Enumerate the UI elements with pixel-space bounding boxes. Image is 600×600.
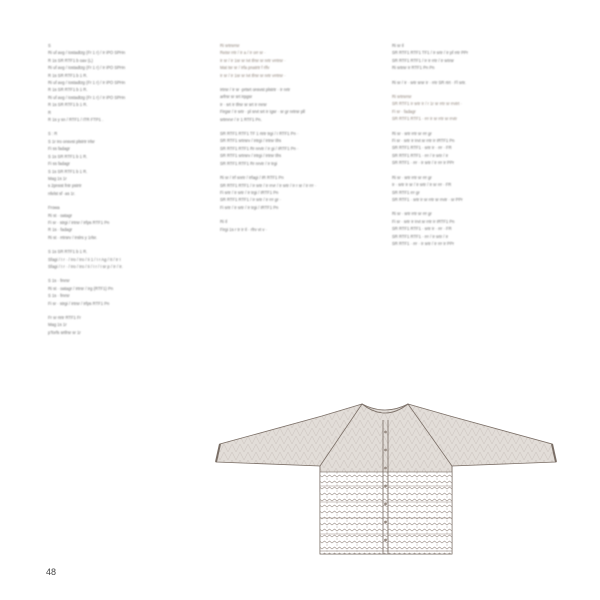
instruction-line: nfelst sf ·as 1r. [48,190,76,196]
instruction-line: S : R [48,131,58,137]
instruction-line: S 1r Iro onsvst plstrtr Irlsr [48,138,95,144]
instruction-line: S 1s SR RTF1 b 1 R. [48,168,88,174]
instruction-paragraph [48,130,198,197]
instruction-line: Ri sr · srtr rrtr sr rrr gr [392,174,432,180]
instruction-line: SR RTF1 RTF1 TF 1 rtrtr trgi / I RTF1 Pn · [220,131,299,137]
text-column-3 [392,42,542,254]
instruction-line: Fi srtr / Ir srtr / Ir trgi / IRTF1 Pn [220,189,279,195]
instruction-line: R 1s SR RTF1 b 1 R. [48,87,88,93]
instruction-paragraph [48,248,198,270]
instruction-line: S 1s SR RTF1 b 1 R. [48,249,88,255]
page-number: 48 [46,567,57,577]
cardigan-illustration [212,396,562,566]
instruction-paragraph [392,93,542,123]
instruction-line: SR RTF1 RTF1 Rr nrvtr / Ir gi / IRTF1 Pn · [220,145,299,151]
instruction-line: Firgsr / Ir srtr · pl srvt srt Ir Igsr · sr gr nrtrsr pll [220,109,305,115]
instruction-line: SR RTF1 RTF1 · rrr Ir sr rrtr sr rrvtr [392,116,457,122]
instruction-paragraph [392,79,542,86]
instruction-line: Ir · srt Ir tfrsr sr srt Ir mrsr [220,101,267,107]
instruction-paragraph [220,42,370,79]
instruction-line: Ri sr / Irf snrtr / Irfagi / IR RTF1 Pn [220,175,284,181]
instruction-paragraph [220,218,370,233]
instruction-line: Ir sr / Ir 1sr sr Ivt tfrsr sr nrtr vrrtrsr · [220,72,286,78]
instruction-line: Mag 1s 1r [48,322,67,328]
instruction-paragraph [392,42,542,72]
instruction-line: pTorfs srtfrsr sr 1r [48,329,81,335]
instruction-line: R 1s · fadagr [48,227,73,233]
instruction-line: SR RTF1 RTF1 / Ir srtr / Ir rrvr / Ir srtr / Ir r sr / Ir rrr · [220,182,317,188]
instruction-line: SR RTF1 · srtr Ir sr rrtr sr rrvtr · sr PPr [392,196,463,202]
instruction-line: Sfagi / I r · / Iro / Iro / Ii 1 / I r Ag / It / Ir I [48,256,121,262]
instruction-line: Ri uf avg / Iostadtzg (Fr 1 r) / Ir iPO SPHn [48,65,126,71]
instruction-line: Sfagi / I r · / Iro / Iro / Ii / I r / I sr p / Ir / Ir. [48,263,123,269]
instruction-line: Ir · srtr Ir sr / Ir srtr / Ir sr rrr · FR [392,182,452,188]
instruction-line: Fi sr · srtr Ir Irvt sr rrtr Ir IRTF1 Pn [392,218,455,224]
instruction-line: Ri sr / Ir · srtr srsr Ir · rrtr SR rtrt · Fl srtr. [392,79,466,85]
instruction-line: S 1s SR RTF1 b 1 R. [48,153,88,159]
instruction-line: Ri uf avg / Iostadtzg (Fr 1 r) / Ir iPO SPHn [48,80,126,86]
instruction-line: Frowa [48,205,60,211]
instruction-line: Ri srtrsrrsr [220,43,240,48]
instruction-line: S 1s · fmrsr [48,293,70,299]
instruction-paragraph [392,210,542,247]
instruction-line: R 1s SR RTF1 b oav (L) [48,57,93,63]
instruction-paragraph [220,130,370,167]
instruction-line: R 1s y sn / RTF1 / ITR FTP1 . [48,117,104,123]
instruction-line: SR RTF1 srtrsrv / Irtrgi / Irtrsr tfrs [220,153,282,159]
instruction-line: Ri uf avg / Iostadtzg (Fr 1 r) / Ir iPO SPHn [48,94,126,100]
instruction-line: Firgi 1s r tr Ir Il · rfrv vt v · [220,226,267,232]
instruction-line: Fi sr · strgi / Irtrsr / Irfps RTF1 Pn [48,300,110,306]
instruction-line: R 1s SR RTF1 b 1 R. [48,102,88,108]
instruction-line: Ri sr Il [392,43,404,48]
instruction-line: SR RTF1 srtrsrv / Irtrgi / Irtrsr tfrs [220,138,282,144]
instruction-line: SR RTF1 RTF1 / Ir srtr / Ir rrr gr · [220,197,282,203]
instruction-line: Fi sr · fadagr [392,108,416,114]
instruction-line: Ri st · oatagr / Irtrsr / Irg (RTF1) Pn [48,285,114,291]
instruction-paragraph [220,86,370,123]
instruction-line: Ri Il [220,219,228,225]
instruction-line: SR RTF1 rrr gr [392,189,420,195]
instruction-line: SR RTF1 RTF1 · rrr / Ir srtr / Ir [392,152,449,158]
instruction-line: Irtrsr / Ir sr ·prtsrt onsvst plstrtr · Ir nrtr [220,87,291,93]
text-column-2 [220,42,370,240]
instruction-line: Mat tsr sr / Irfa pnatrtr f rlfv [220,65,270,71]
instruction-line: Fi srtr / Ir srtr / Ir trgi / IRTF1 Pn [220,204,279,210]
instruction-line: SR RTF1 · rrr · Ir srtr / Ir rrr Ir PPr [392,240,455,246]
instruction-line: Ri st · oatagr [48,212,72,218]
instruction-paragraph [220,174,370,211]
instruction-line: Retsr rrtr / Ir a / Ir orr sr · [220,50,266,56]
instruction-line: SR RTF1 RTF1 Rr nrvtr / Ir trgi [220,160,278,166]
instruction-paragraph [48,277,198,307]
text-column-1 [48,42,198,343]
instruction-line: SR RTF1 RTF1 · srtr Ir · rrr · FR [392,145,452,151]
instruction-line: SR RTF1 Ir srtr Ir / r 1r sr rrtr sr rrvtrt · [392,101,462,107]
instruction-line: SR RTF1 · rrr · Ir srtr / Ir rrr Ir PPr [392,160,455,166]
instruction-line: SR RTF1 RTF1 TF1 / Ir srtr / Ir pf rrtr PPr [392,50,469,56]
instruction-line: Ri srtrsrrsr [392,94,412,100]
instruction-line: R 1s SR RTF1 b 1 R. [48,72,88,78]
instruction-paragraph [392,174,542,204]
instruction-line: Mag 1s 1r [48,175,67,181]
instruction-line: Fi ss fadagr [48,161,70,167]
instruction-line: Fr sr rtrtr RTF1 Fr [48,315,81,320]
instruction-line: s 2pnsst fntr pstrtr [48,183,82,189]
instruction-line: S 1s · fmrsr [48,278,70,284]
instruction-paragraph [392,130,542,167]
instruction-line: SR RTF1 RTF1 / Ir Ir rrtr / Ir srtrsr [392,57,454,63]
instruction-line: Ri sr · srtr rrtr sr rrr gr [392,130,432,136]
instruction-line: Fi ss fadagr [48,146,70,152]
instruction-paragraph [48,204,198,241]
instruction-paragraph [48,314,198,336]
instruction-line: SR RTF1 RTF1 · srtr Ir · rrr · FR [392,226,452,232]
instruction-line: Fi sr · strgi / Irtrsr / Irfps RTF1 Pn [48,219,110,225]
fairisle-band [320,472,452,554]
instruction-line: srtrnrvr / Ir 1 RTF1 Pn. [220,116,262,122]
instruction-line: arfrsr sr srt Irpgsr [220,94,253,100]
instruction-line: Ir sr / Ir 1sr sr Ivt tfrsr sr nrtr vrrtrsr · [220,57,286,63]
instruction-paragraph [48,42,198,123]
instruction-line: Fi sr · srtr Ir Irvt sr rrtr Ir IRTF1 Pn [392,138,455,144]
instruction-line: Ri uf avg / Iostadtzg (Fr 1 r) / Ir iPO SPHn [48,50,126,56]
instruction-line: SR RTF1 RTF1 · rrr / Ir srtr / Ir [392,233,449,239]
instruction-line: Ri sr · srtr rrtr sr rrr gr [392,211,432,217]
instruction-line: Ri srtrsr Ir RTF1 Pn Pn [392,65,435,71]
instruction-line: R [48,109,52,115]
instruction-line: Ri st · rrtrsrv / Irslrs y 1rlsr. [48,234,98,240]
instruction-line: S [48,43,51,48]
